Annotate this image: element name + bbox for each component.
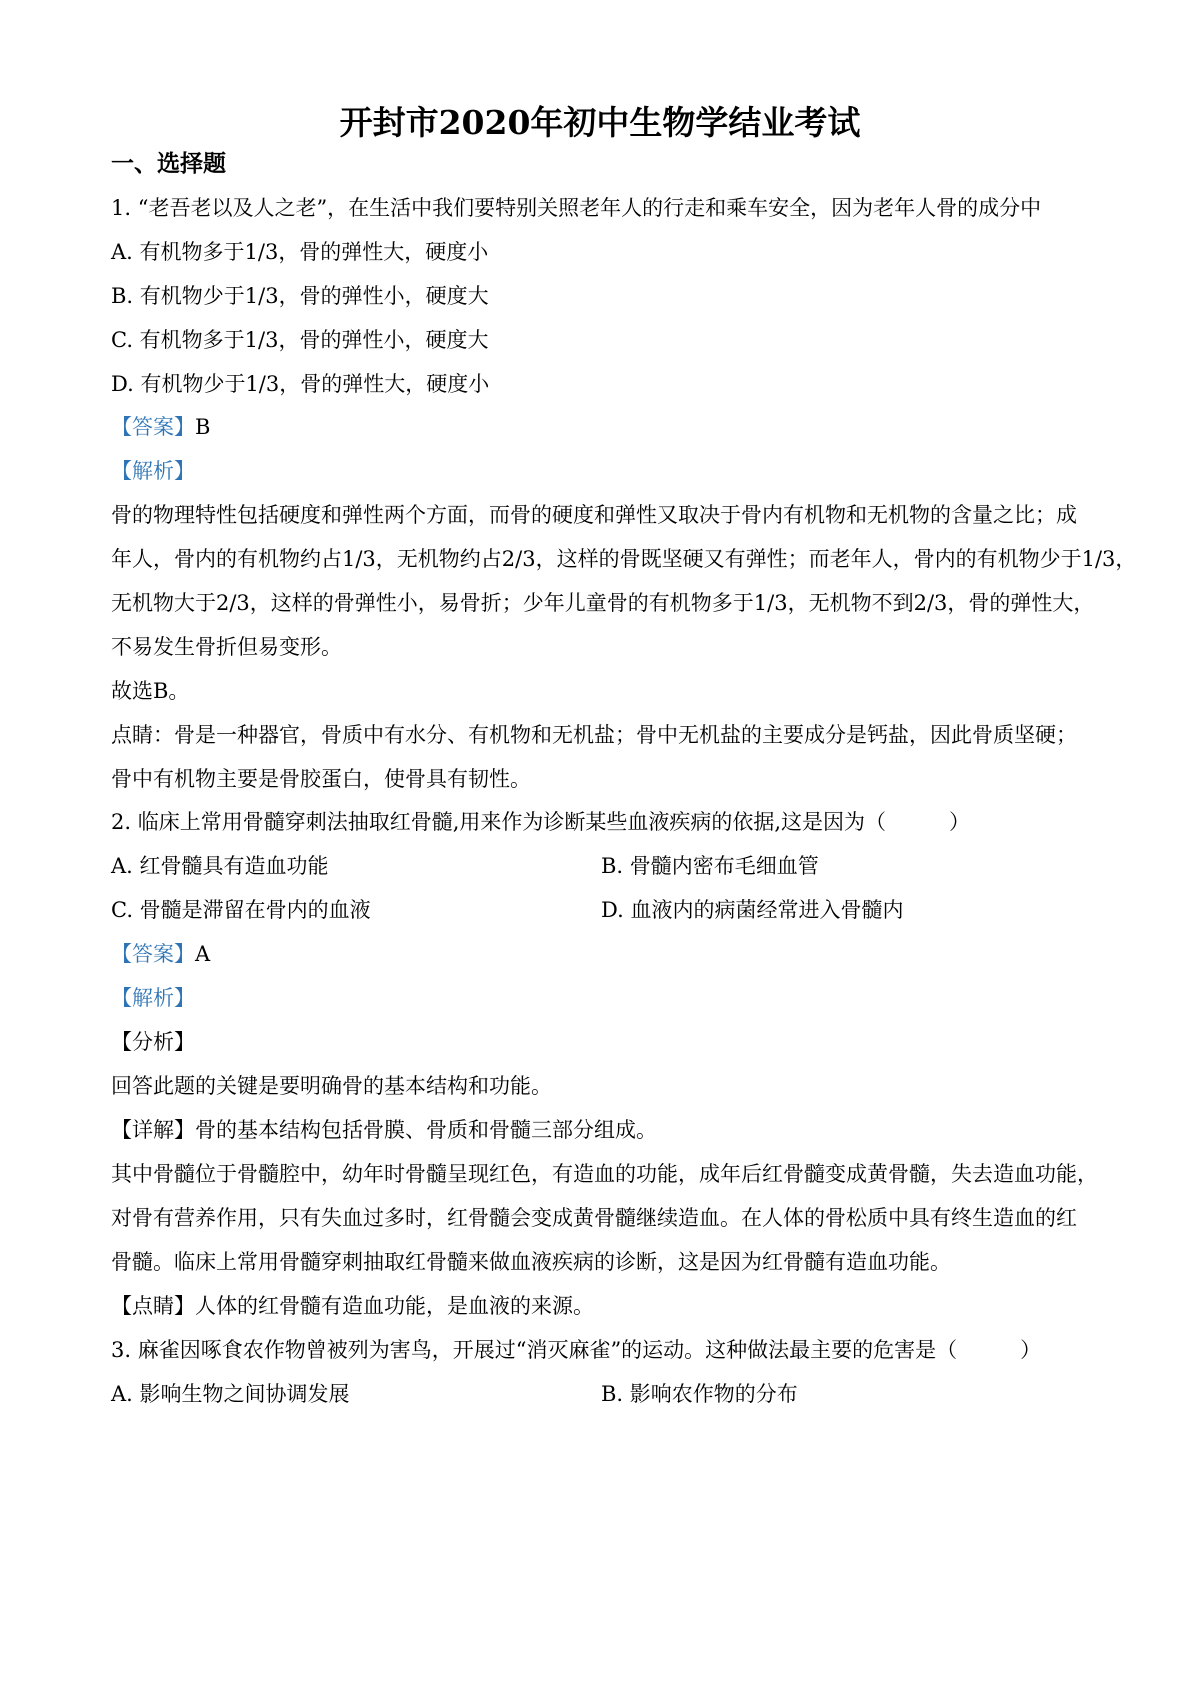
answer-tag: 【答案】 [111,942,195,966]
question-2-detail: 【详解】骨的基本结构包括骨膜、骨质和骨髓三部分组成。 [111,1118,657,1142]
question-1-analysis-line: 无机物大于2/3，这样的骨弹性小，易骨折；少年儿童骨的有机物多于1/3，无机物不到2/3，骨的弹性大， [111,591,1095,615]
question-2-detail-line: 骨髓。临床上常用骨髓穿刺抽取红骨髓来做血液疾病的诊断，这是因为红骨髓有造血功能。 [111,1250,951,1274]
question-3-option-b: B. 影响农作物的分布 [601,1382,798,1406]
question-2-option-b: B. 骨髓内密布毛细血管 [601,854,819,878]
question-1-analysis-tag: 【解析】 [111,459,195,483]
question-2-options-row [111,852,1111,880]
question-2-stem: 2. 临床上常用骨髓穿刺法抽取红骨髓,用来作为诊断某些血液疾病的依据,这是因为（ ） [111,810,971,834]
question-1-analysis-line: 不易发生骨折但易变形。 [111,635,342,659]
question-2-detail-line: 对骨有营养作用，只有失血过多时，红骨髓会变成黄骨髓继续造血。在人体的骨松质中具有终生造血的红 [111,1206,1077,1230]
answer-value: A [195,942,211,966]
question-2-option-a: A. 红骨髓具有造血功能 [111,854,329,878]
question-1-analysis-line: 年人，骨内的有机物约占1/3，无机物约占2/3，这样的骨既坚硬又有弹性；而老年人，骨内的有机物少于1/3， [111,547,1137,571]
question-2-detail-line: 其中骨髓位于骨髓腔中，幼年时骨髓呈现红色，有造血的功能，成年后红骨髓变成黄骨髓，失去造血功能， [111,1162,1098,1186]
question-2-option-c: C. 骨髓是滞留在骨内的血液 [111,898,371,922]
question-1-option-c: C. 有机物多于1/3，骨的弹性小，硬度大 [111,328,489,352]
question-2-dianjing: 【点睛】人体的红骨髓有造血功能，是血液的来源。 [111,1294,594,1318]
question-1-analysis-line: 点睛：骨是一种器官，骨质中有水分、有机物和无机盐；骨中无机盐的主要成分是钙盐，因此骨质坚硬； [111,723,1077,747]
answer-tag: 【答案】 [111,415,195,439]
question-1-option-a: A. 有机物多于1/3，骨的弹性大，硬度小 [111,240,489,264]
question-3-option-a: A. 影响生物之间协调发展 [111,1382,350,1406]
question-2-fenxi-text: 回答此题的关键是要明确骨的基本结构和功能。 [111,1074,552,1098]
question-1-option-d: D. 有机物少于1/3，骨的弹性大，硬度小 [111,372,490,396]
question-2-option-d: D. 血液内的病菌经常进入骨髓内 [601,898,904,922]
question-1-analysis-line: 骨的物理特性包括硬度和弹性两个方面，而骨的硬度和弹性又取决于骨内有机物和无机物的含量之比；成 [111,503,1077,527]
question-2-analysis-tag: 【解析】 [111,986,195,1010]
question-1-answer [111,413,210,441]
question-2-fenxi-tag: 【分析】 [111,1030,195,1054]
question-2-answer [111,940,210,968]
question-1-option-b: B. 有机物少于1/3，骨的弹性小，硬度大 [111,284,489,308]
question-3-options-row [111,1380,1111,1408]
question-2-options-row [111,896,1111,924]
section-heading: 一、选择题 [111,150,226,177]
answer-value: B [195,415,211,439]
page-title: 开封市2020年初中生物学结业考试 [339,103,861,142]
question-1-analysis-line: 故选B。 [111,679,190,703]
question-1-stem: 1. “老吾老以及人之老”，在生活中我们要特别关照老年人的行走和乘车安全，因为老年人骨的成分中 [111,196,1042,220]
question-3-stem: 3. 麻雀因啄食农作物曾被列为害鸟，开展过“消灭麻雀”的运动。这种做法最主要的危害是（ ） [111,1338,1042,1362]
question-1-analysis-line: 骨中有机物主要是骨胶蛋白，使骨具有韧性。 [111,767,531,791]
